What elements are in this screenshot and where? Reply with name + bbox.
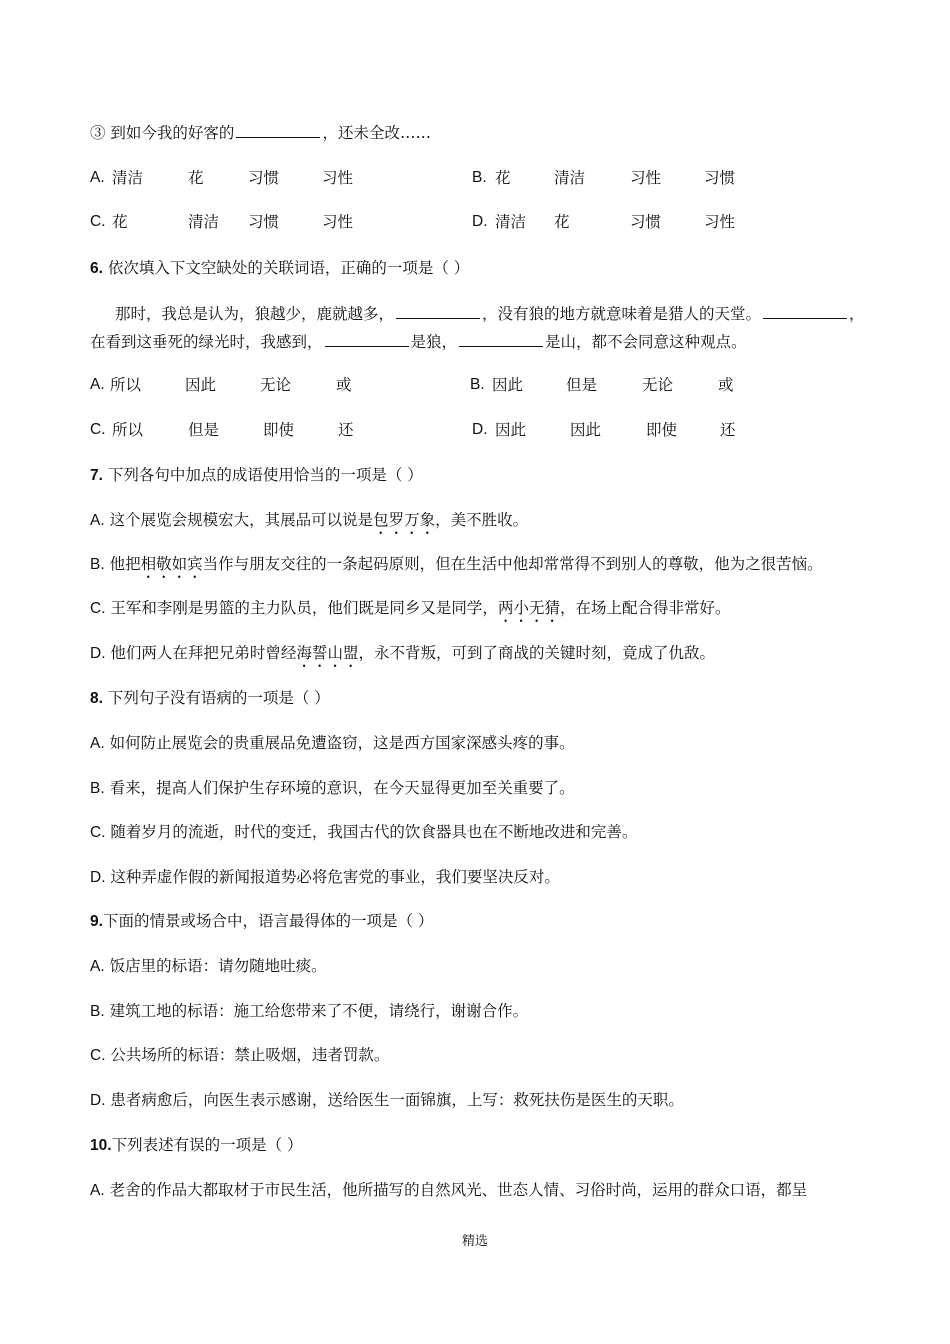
- q5-option-d-label: D.: [472, 213, 488, 230]
- q8-option-d: [90, 867, 560, 888]
- q7-option-b: [90, 554, 823, 582]
- q8-number: 8.: [90, 690, 103, 707]
- q5-option-b-label: B.: [472, 169, 487, 186]
- q6-option-a-word-3: 无论: [260, 376, 292, 394]
- q5-option-c-word-4: 习性: [322, 213, 354, 231]
- q7-option-c-pre: 王军和李刚是男篮的主力队员，他们既是同乡又是同学，: [105, 599, 498, 617]
- q6-option-a-label: A.: [90, 376, 105, 393]
- q6-option-c-word-3: 即使: [263, 421, 295, 439]
- q6-option-a-word-1: 所以: [110, 376, 142, 394]
- q7-option-a-idiom: 包罗万象: [373, 511, 436, 529]
- q5-option-d-word-4: 习性: [704, 213, 736, 231]
- q10-stem: [90, 1135, 303, 1156]
- q6-option-b-label: B.: [470, 376, 485, 393]
- q7-option-d: [90, 643, 715, 671]
- q6-passage-line-1: [115, 303, 865, 324]
- q6-option-b-word-4: 或: [718, 376, 734, 394]
- q6-option-d-label: D.: [472, 421, 488, 438]
- q7-option-a-pre: 这个展览会规模宏大，其展品可以说是: [104, 511, 374, 529]
- q8-option-a: [90, 733, 575, 754]
- fill-blank: [459, 331, 543, 347]
- q9-option-a-label: A.: [90, 958, 105, 975]
- q9-option-c-label: C.: [90, 1047, 106, 1064]
- q7-stem-text: 下列各句中加点的成语使用恰当的一项是（ ）: [102, 466, 423, 484]
- q5-option-a-word-2: 花: [188, 169, 204, 187]
- q6-stem: [90, 258, 469, 279]
- q9-option-c-text: 公共场所的标语：禁止吸烟，违者罚款。: [105, 1046, 390, 1064]
- q8-option-d-text: 这种弄虚作假的新闻报道势必将危害党的事业，我们要坚决反对。: [105, 868, 560, 886]
- q5-option-c-label: C.: [90, 213, 106, 230]
- q9-number: 9.: [90, 913, 103, 930]
- q9-stem: [90, 911, 433, 932]
- q6-passage-text-1a: 那时，我总是认为，狼越少，鹿就越多，: [115, 305, 395, 323]
- q6-option-d-word-1: 因此: [495, 421, 527, 439]
- q7-option-a-post: ，美不胜收。: [435, 511, 529, 529]
- q7-option-b-idiom: 相敬如宾: [140, 555, 203, 573]
- q7-option-a-label: A.: [90, 512, 105, 529]
- page-footer: 精选: [461, 1234, 488, 1249]
- q6-stem-text: 依次填入下文空缺处的关联词语，正确的一项是（ ）: [102, 259, 470, 277]
- q9-option-b: [90, 1001, 528, 1022]
- q8-option-c-text: 随着岁月的流逝，时代的变迁，我国古代的饮食器具也在不断地改进和完善。: [105, 823, 638, 841]
- item-3-line: [90, 122, 431, 143]
- q6-option-b-word-2: 但是: [566, 376, 598, 394]
- q8-option-a-text: 如何防止展览会的贵重展品免遭盗窃，这是西方国家深感头疼的事。: [104, 734, 575, 752]
- q6-option-c-word-1: 所以: [112, 421, 144, 439]
- q5-option-a-word-4: 习性: [322, 169, 354, 187]
- q9-option-d-text: 患者病愈后，向医生表示感谢，送给医生一面锦旗，上写：救死扶伤是医生的天职。: [105, 1091, 684, 1109]
- q9-option-b-text: 建筑工地的标语：施工给您带来了不便，请绕行，谢谢合作。: [104, 1002, 529, 1020]
- q5-option-d-word-3: 习惯: [630, 213, 662, 231]
- q7-number: 7.: [90, 467, 103, 484]
- q5-option-d-word-1: 清洁: [495, 213, 527, 231]
- fill-blank: [763, 303, 847, 319]
- q7-option-d-pre: 他们两人在拜把兄弟时曾经: [105, 644, 297, 662]
- q9-option-c: [90, 1045, 389, 1066]
- q7-option-d-post: ，永不背叛，可到了商战的关键时刻，竟成了仇敌。: [358, 644, 715, 662]
- q5-option-c-word-1: 花: [112, 213, 128, 231]
- q10-option-a-label: A.: [90, 1182, 105, 1199]
- item-3-suffix: ，还未全改……: [322, 124, 431, 142]
- q5-option-b-word-3: 习性: [630, 169, 662, 187]
- q6-option-b-word-1: 因此: [492, 376, 524, 394]
- q9-option-b-label: B.: [90, 1003, 105, 1020]
- q7-option-d-idiom: 海誓山盟: [296, 644, 359, 662]
- q6-number: 6.: [90, 260, 103, 277]
- q7-option-b-post: 当作与朋友交往的一条起码原则，但在生活中他却常常得不到别人的尊敬，他为之很苦恼。: [202, 555, 823, 573]
- q10-option-a-text: 老舍的作品大都取材于市民生活，他所描写的自然风光、世态人情、习俗时尚，运用的群众口语，都呈: [104, 1181, 808, 1199]
- q8-stem: [90, 688, 330, 709]
- q5-option-a-label: A.: [90, 169, 105, 186]
- q5-option-b-word-1: 花: [495, 169, 511, 187]
- fill-blank: [325, 331, 409, 347]
- q6-option-d-word-2: 因此: [570, 421, 602, 439]
- q6-passage-line-2: [90, 331, 747, 352]
- q7-option-c: [90, 598, 730, 626]
- q6-option-d-word-3: 即使: [646, 421, 678, 439]
- q6-option-a-word-4: 或: [336, 376, 352, 394]
- q5-option-a-word-3: 习惯: [248, 169, 280, 187]
- q8-stem-text: 下列句子没有语病的一项是（ ）: [102, 689, 330, 707]
- q6-option-d-word-4: 还: [720, 421, 736, 439]
- q9-option-d-label: D.: [90, 1092, 106, 1109]
- q6-passage-text-1b: ，没有狼的地方就意味着是猎人的天堂。: [482, 305, 762, 323]
- q7-option-c-idiom: 两小无猜: [497, 599, 560, 617]
- q9-option-a: [90, 956, 327, 977]
- q8-option-b-label: B.: [90, 780, 105, 797]
- q5-option-b-word-4: 习惯: [704, 169, 736, 187]
- q5-option-c-word-3: 习惯: [248, 213, 280, 231]
- q7-option-b-label: B.: [90, 556, 105, 573]
- fill-blank: [396, 303, 480, 319]
- q10-option-a: [90, 1180, 807, 1201]
- q6-option-c-word-4: 还: [338, 421, 354, 439]
- q6-option-b-word-3: 无论: [642, 376, 674, 394]
- q6-passage-text-2c: 是山，都不会同意这种观点。: [545, 333, 747, 351]
- q9-option-a-text: 饭店里的标语：请勿随地吐痰。: [104, 957, 327, 975]
- q6-passage-text-2a: 在看到这垂死的绿光时，我感到，: [90, 333, 323, 351]
- q7-stem: [90, 465, 423, 486]
- q5-option-a-word-1: 清洁: [112, 169, 144, 187]
- q7-option-c-post: ，在场上配合得非常好。: [559, 599, 731, 617]
- q6-option-a-word-2: 因此: [185, 376, 217, 394]
- q9-stem-text: 下面的情景或场合中，语言最得体的一项是（ ）: [102, 912, 434, 930]
- q10-number: 10.: [90, 1137, 112, 1154]
- q6-passage-text-2b: 是狼，: [410, 333, 458, 351]
- q5-option-c-word-2: 清洁: [188, 213, 220, 231]
- q7-option-c-label: C.: [90, 600, 106, 617]
- q6-passage-text-1c: ，: [849, 305, 865, 323]
- q8-option-a-label: A.: [90, 735, 105, 752]
- q7-option-b-pre: 他把: [104, 555, 141, 573]
- item-3-prefix: ③ 到如今我的好客的: [90, 124, 235, 142]
- q7-option-a: [90, 510, 528, 538]
- q8-option-c-label: C.: [90, 824, 106, 841]
- q8-option-d-label: D.: [90, 869, 106, 886]
- q10-stem-text: 下列表述有误的一项是（ ）: [111, 1136, 303, 1154]
- q8-option-b-text: 看来，提高人们保护生存环境的意识，在今天显得更加至关重要了。: [104, 779, 575, 797]
- q6-option-c-label: C.: [90, 421, 106, 438]
- q8-option-c: [90, 822, 637, 843]
- q9-option-d: [90, 1090, 684, 1111]
- q5-option-d-word-2: 花: [554, 213, 570, 231]
- q7-option-d-label: D.: [90, 645, 106, 662]
- q8-option-b: [90, 778, 575, 799]
- q5-option-b-word-2: 清洁: [554, 169, 586, 187]
- fill-blank: [236, 122, 320, 138]
- q6-option-c-word-2: 但是: [188, 421, 220, 439]
